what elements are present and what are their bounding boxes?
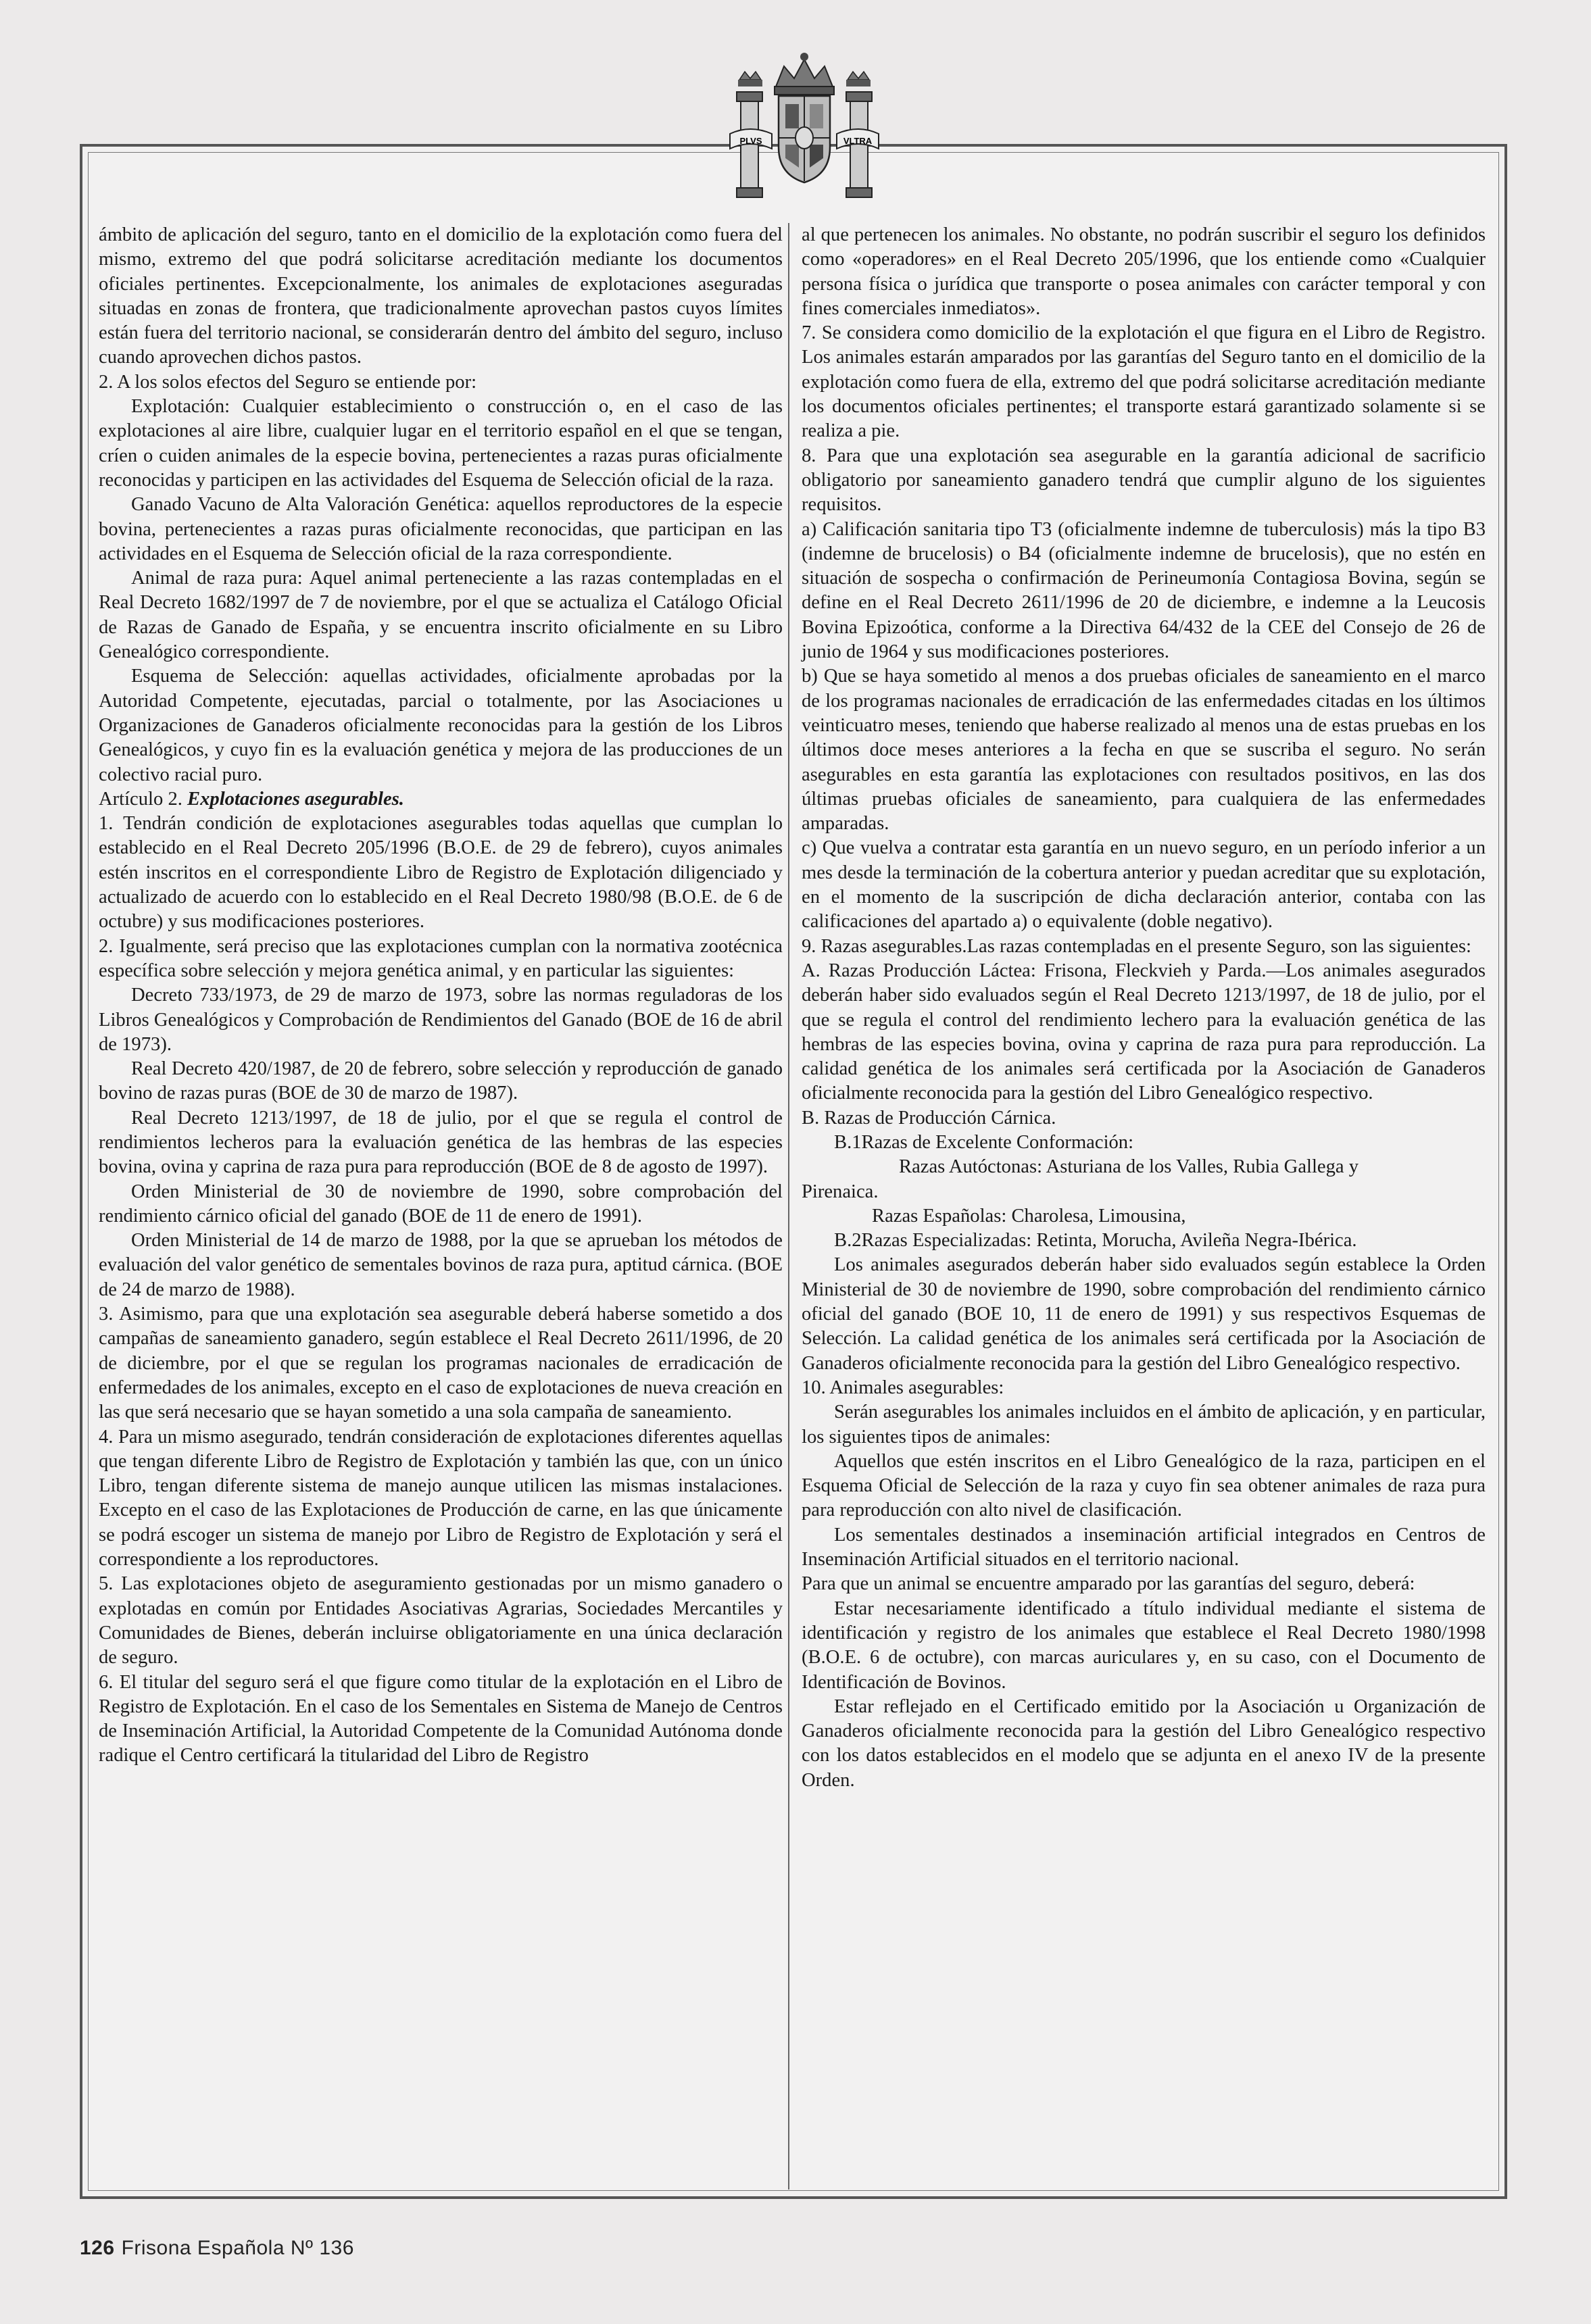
paragraph: 5. Las explotaciones objeto de aseguramiento gestionadas por un mismo ganadero o explotadas en común por Entidades Asociativas Agrarias, Sociedades Mercantiles y Comunidades de Bienes, deberán incluirse obligatoriamente en una única declaración de seguro. xyxy=(99,1573,783,1668)
paragraph: Real Decreto 420/1987, de 20 de febrero, sobre selección y reproducción de ganado bovino de razas puras (BOE de 30 de marzo de 1987). xyxy=(99,1058,783,1104)
paragraph: 2. A los solos efectos del Seguro se entiende por: xyxy=(99,371,477,393)
left-text-column xyxy=(99,223,783,1769)
paragraph: Ganado Vacuno de Alta Valoración Genética: aquellos reproductores de la especie bovina, pertenecientes a razas puras oficialmente reconocidas, que participan en las actividades en el Esquema de Selección oficial de la raza correspondiente. xyxy=(99,494,783,564)
right-text-column xyxy=(802,223,1486,1793)
paragraph: 6. El titular del seguro será el que figure como titular de la explotación en el Libro de Registro de Explotación. En el caso de los Sementales en Sistema de Manejo de Centros de Inseminación Artificial, la Autoridad Competente de la Comunidad Autónoma donde radique el Centro certificará la titularidad del Libro de Registro xyxy=(99,1671,783,1766)
article-label: Artículo 2. xyxy=(99,788,188,810)
paragraph: Orden Ministerial de 30 de noviembre de 1990, sobre comprobación del rendimiento cárnico oficial del ganado (BOE de 11 de enero de 1991). xyxy=(99,1181,783,1227)
paragraph: Estar necesariamente identificado a título individual mediante el sistema de identificación y registro de los animales que establece el Real Decreto 1980/1998 (B.O.E. 6 de octubre), con marcas auriculares y, en su caso, con el Documento de Identificación de Bovinos. xyxy=(802,1598,1486,1693)
coat-of-arms-emblem xyxy=(723,39,885,208)
publication-name: Frisona Española Nº 136 xyxy=(121,2237,354,2259)
paragraph: 4. Para un mismo asegurado, tendrán consideración de explotaciones diferentes aquellas que tengan diferente Libro de Registro de Explotación y también las que, con un único Libro, tengan diferente sistema de manejo aunque utilicen las mismas instalaciones. Excepto en el caso de las Explotaciones de Producción de carne, en las que únicamente se podrá escoger un sistema de manejo por Libro de Registro de Explotación y será el correspondiente a los reproductores. xyxy=(99,1426,783,1571)
paragraph: Serán asegurables los animales incluidos en el ámbito de aplicación, y en particular, los siguientes tipos de animales: xyxy=(802,1402,1486,1448)
paragraph: Animal de raza pura: Aquel animal perteneciente a las razas contempladas en el Real Decreto 1682/1997 de 7 de noviembre, por el que se actualiza el Catálogo Oficial de Razas de Ganado de España, y se encuentra inscrito oficialmente en su Libro Genealógico correspondiente. xyxy=(99,568,783,663)
paragraph: ámbito de aplicación del seguro, tanto en el domicilio de la explotación como fuera del mismo, extremo del que podrá solicitarse acreditación mediante los documentos oficiales pertinentes. Excepcionalmente, los animales de explotaciones aseguradas situadas en zonas de frontera, que tradicionalmente aprovechan pastos cuyos límites están fuera del territorio nacional, se considerarán dentro del ámbito del seguro, incluso cuando aprovechen dichos pastos. xyxy=(99,224,783,368)
motto-right: VLTRA xyxy=(843,136,873,146)
paragraph: 3. Asimismo, para que una explotación sea asegurable deberá haberse sometido a dos campañas de saneamiento ganadero, según establece el Real Decreto 2611/1996, de 20 de diciembre, por el que se regulan los programas nacionales de erradicación de enfermedades de los animales, excepto en el caso de explotaciones de nueva creación en las que será necesario que se hayan sometido a una sola campaña de saneamiento. xyxy=(99,1304,783,1423)
paragraph: a) Calificación sanitaria tipo T3 (oficialmente indemne de tuberculosis) más la tipo B3 (indemne de brucelosis) o B4 (oficialmente indemne de brucelosis), que no estén en situación de sospecha o confirmación de Perineumonía Contagiosa Bovina, según se define en el Real Decreto 2611/1996 de 20 de diciembre, e indemne a la Leucosis Bovina Epizoótica, conforme a la Directiva 64/432 de la CEE del Consejo de 26 de junio de 1964 y sus modificaciones posteriores. xyxy=(802,518,1486,663)
paragraph: b) Que se haya sometido al menos a dos pruebas oficiales de saneamiento en el marco de los programas nacionales de erradicación de las enfermedades citadas en los últimos veinticuatro meses, teniendo que haberse realizado al menos una de estas pruebas en los últimos doce meses anteriores a la fecha en que se suscriba el seguro. No serán asegurables en esta garantía las explotaciones con resultados positivos, en las dos últimas pruebas oficiales de saneamiento, para cualquiera de las enfermedades amparadas. xyxy=(802,666,1486,835)
article-title: Explotaciones asegurables. xyxy=(187,788,404,810)
paragraph: A. Razas Producción Láctea: Frisona, Fleckvieh y Parda.—Los animales asegurados deberán haber sido evaluados según el Real Decreto 1213/1997, de 18 de julio, por el que se regula el control del rendimiento lechero para la evaluación genética de las hembras de las especies bovina, ovina y caprina de raza pura para reproducción. La calidad genética de los animales será certificada por la Asociación de Ganaderos oficialmente reconocida para la gestión del Libro Genealógico respectivo. xyxy=(802,960,1486,1104)
paragraph: Razas Autóctonas: Asturiana de los Valles, Rubia Gallega y xyxy=(899,1156,1359,1178)
paragraph: Pirenaica. xyxy=(802,1181,879,1202)
motto-left: PLVS xyxy=(739,136,762,146)
column-divider xyxy=(788,223,789,2190)
paragraph: B.2Razas Especializadas: Retinta, Morucha, Avileña Negra-Ibérica. xyxy=(834,1230,1357,1252)
article-heading xyxy=(99,787,783,812)
paragraph: Real Decreto 1213/1997, de 18 de julio, por el que se regula el control de rendimientos lecheros para la evaluación genética de las hembras de las especies bovina, ovina y caprina de raza pura para reproducción (BOE de 8 de agosto de 1997). xyxy=(99,1107,783,1178)
paragraph: 1. Tendrán condición de explotaciones asegurables todas aquellas que cumplan lo establecido en el Real Decreto 205/1996 (B.O.E. de 29 de febrero), cuyos animales estén inscritos en el correspondiente Libro de Registro de Explotación diligenciado y actualizado de acuerdo con lo establecido en el Real Decreto 1980/98 (B.O.E. de 6 de octubre) y sus modificaciones posteriores. xyxy=(99,813,783,933)
page-footer xyxy=(80,2237,354,2260)
paragraph: Estar reflejado en el Certificado emitido por la Asociación u Organización de Ganaderos oficialmente reconocida para la gestión del Libro Genealógico respectivo con los datos establecidos en el modelo que se adjunta en el anexo IV de la presente Orden. xyxy=(802,1696,1486,1791)
page-number: 126 xyxy=(80,2237,115,2259)
paragraph: 2. Igualmente, será preciso que las explotaciones cumplan con la normativa zootécnica específica sobre selección y mejora genética animal, y en particular las siguientes: xyxy=(99,935,783,981)
paragraph: Para que un animal se encuentre amparado por las garantías del seguro, deberá: xyxy=(802,1573,1415,1595)
paragraph: 9. Razas asegurables.Las razas contempladas en el presente Seguro, son las siguientes: xyxy=(802,935,1471,957)
paragraph: Orden Ministerial de 14 de marzo de 1988, por la que se aprueban los métodos de evaluación del valor genético de sementales bovinos de raza pura, aptitud cárnica. (BOE de 24 de marzo de 1988). xyxy=(99,1230,783,1300)
paragraph: Razas Españolas: Charolesa, Limousina, xyxy=(872,1205,1186,1227)
paragraph: 7. Se considera como domicilio de la explotación el que figura en el Libro de Registro. Los animales estarán amparados por las garantías del Seguro tanto en el domicilio de la explotación como fuera de ella, extremo del que podrá solicitarse acreditación mediante los documentos oficiales pertinentes; el transporte estará garantizado solamente si se realiza a pie. xyxy=(802,322,1486,442)
paragraph: Esquema de Selección: aquellas actividades, oficialmente aprobadas por la Autoridad Competente, ejecutadas, parcial o totalmente, por las Asociaciones u Organizaciones de Ganaderos oficialmente reconocidas para la gestión de los Libros Genealógicos, y cuyo fin es la evaluación genética y mejora de las producciones de un colectivo racial puro. xyxy=(99,666,783,785)
paragraph: Explotación: Cualquier establecimiento o construcción o, en el caso de las explotaciones al aire libre, cualquier lugar en el territorio español en el que se tengan, críen o cuiden animales de la especie bovina, pertenecientes a razas puras oficialmente reconocidas y participen en las actividades del Esquema de Selección oficial de la raza. xyxy=(99,396,783,491)
paragraph: Los animales asegurados deberán haber sido evaluados según establece la Orden Ministerial de 30 de noviembre de 1990, sobre comprobación del rendimiento cárnico oficial del ganado (BOE 10, 11 de enero de 1991) y sus respectivos Esquemas de Selección. La calidad genética de los animales será certificada por la Asociación de Ganaderos oficialmente reconocida para la gestión del Libro Genealógico respectivo. xyxy=(802,1254,1486,1374)
paragraph: B. Razas de Producción Cárnica. xyxy=(802,1107,1056,1129)
paragraph: B.1Razas de Excelente Conformación: xyxy=(834,1131,1134,1153)
paragraph: 8. Para que una explotación sea asegurable en la garantía adicional de sacrificio obligatorio por saneamiento ganadero tendrá que cumplir alguno de los siguientes requisitos. xyxy=(802,445,1486,516)
paragraph: Los sementales destinados a inseminación artificial integrados en Centros de Inseminación Artificial situados en el territorio nacional. xyxy=(802,1524,1486,1571)
paragraph: Aquellos que estén inscritos en el Libro Genealógico de la raza, participen en el Esquema Oficial de Selección de la raza y cuyo fin sea obtener animales de raza pura para reproducción con alto nivel de clasificación. xyxy=(802,1450,1486,1521)
paragraph: Decreto 733/1973, de 29 de marzo de 1973, sobre las normas reguladoras de los Libros Genealógicos y Comprobación de Rendimientos del Ganado (BOE de 16 de abril de 1973). xyxy=(99,985,783,1055)
paragraph: 10. Animales asegurables: xyxy=(802,1377,1004,1398)
paragraph: c) Que vuelva a contratar esta garantía en un nuevo seguro, en un período inferior a un mes desde la terminación de la cobertura anterior y puedan acreditar que su explotación, en el momento de la suscripción de dicha declaración anterior, contaba con las calificaciones del apartado a) o equivalente (doble negativo). xyxy=(802,837,1486,933)
paragraph: al que pertenecen los animales. No obstante, no podrán suscribir el seguro los definidos como «operadores» en el Real Decreto 205/1996, que los entiende como «Cualquier persona física o jurídica que transporte o posea animales con carácter temporal y con fines comerciales inmediatos». xyxy=(802,224,1486,319)
